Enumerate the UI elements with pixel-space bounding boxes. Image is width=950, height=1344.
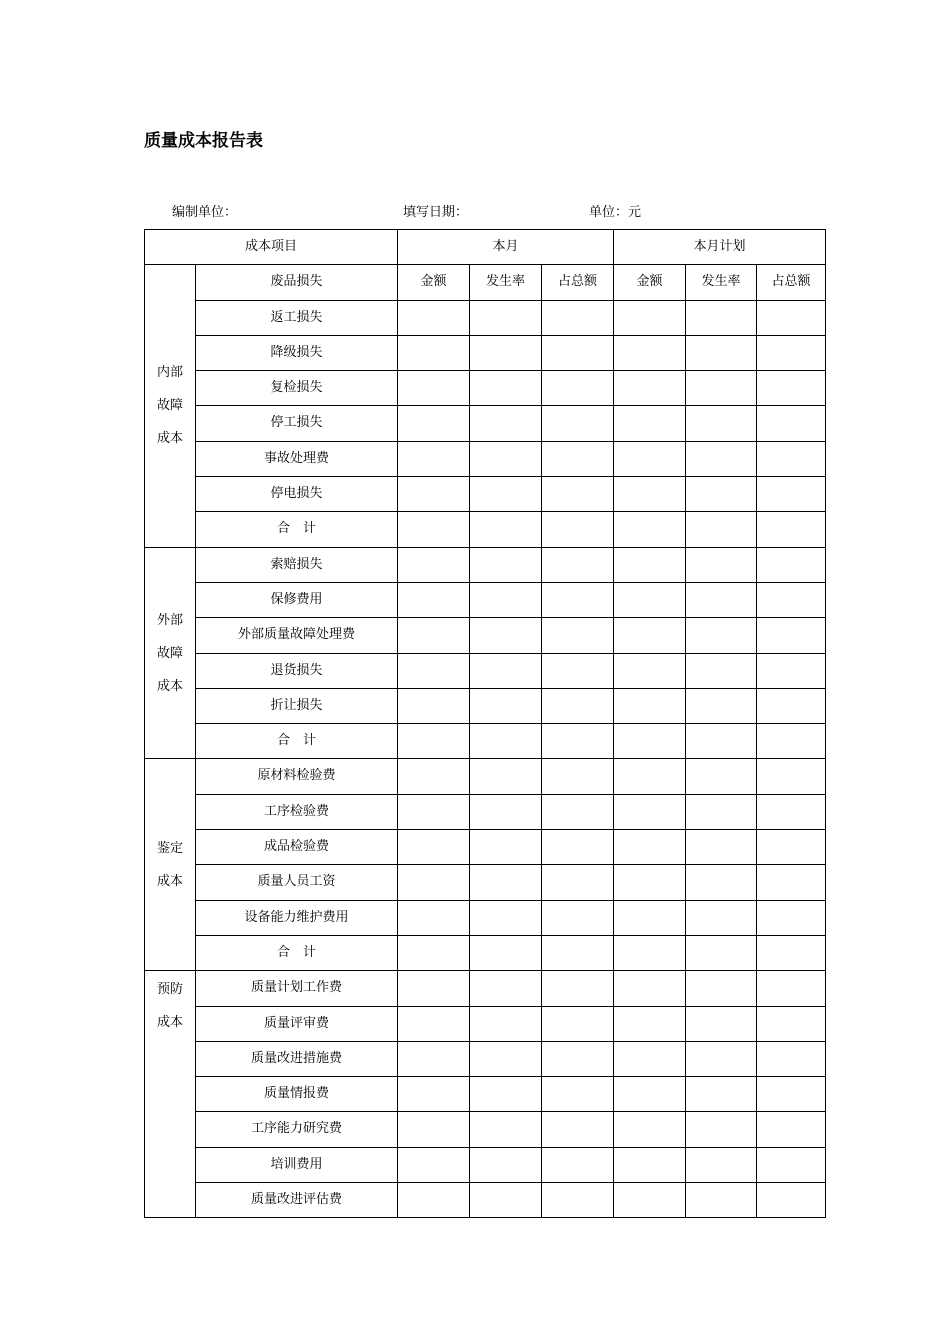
category-label: 鉴定 [156, 840, 183, 856]
value-cell-share[interactable] [542, 688, 614, 723]
quality-cost-table [144, 229, 826, 1218]
value-cell-rate[interactable] [470, 300, 542, 335]
value-cell-plan-rate[interactable] [686, 865, 757, 900]
value-cell-amount[interactable] [398, 1077, 470, 1112]
value-cell-plan-amount[interactable] [614, 865, 686, 900]
table-row [145, 441, 826, 476]
value-cell-amount[interactable] [398, 512, 470, 547]
value-cell-plan-share[interactable] [757, 653, 826, 688]
value-cell-plan-rate[interactable] [686, 1006, 757, 1041]
value-cell-plan-amount[interactable] [614, 441, 686, 476]
value-cell-share[interactable] [542, 971, 614, 1006]
value-cell-share[interactable] [542, 618, 614, 653]
value-cell-plan-amount[interactable] [614, 512, 686, 547]
subheader-plan-amount: 金额 [614, 265, 686, 300]
category-label: 内部 [156, 365, 183, 381]
value-cell-amount[interactable] [398, 406, 470, 441]
table-row [145, 900, 826, 935]
category-label: 外部 [156, 612, 183, 628]
cost-item-cell: 保修费用 [196, 582, 398, 617]
value-cell-amount[interactable] [398, 830, 470, 865]
value-cell-rate[interactable] [470, 1041, 542, 1076]
value-cell-plan-share[interactable] [757, 971, 826, 1006]
prepared-by-label: 编制单位： [172, 205, 238, 220]
value-cell-share[interactable] [542, 547, 614, 582]
value-cell-plan-share[interactable] [757, 335, 826, 370]
header-this-month: 本月 [398, 230, 614, 265]
value-cell-plan-amount[interactable] [614, 653, 686, 688]
value-cell-plan-amount[interactable] [614, 935, 686, 970]
value-cell-rate[interactable] [470, 1006, 542, 1041]
table-row [145, 1006, 826, 1041]
value-cell-rate[interactable] [470, 371, 542, 406]
table-row [145, 300, 826, 335]
category-cell [145, 759, 196, 971]
currency-unit-label: 单位：元 [589, 205, 642, 220]
value-cell-amount[interactable] [398, 865, 470, 900]
value-cell-plan-share[interactable] [757, 688, 826, 723]
value-cell-plan-share[interactable] [757, 371, 826, 406]
cost-item-cell: 合 计 [196, 512, 398, 547]
value-cell-amount[interactable] [398, 335, 470, 370]
cost-item-cell: 质量改进措施费 [196, 1041, 398, 1076]
value-cell-plan-share[interactable] [757, 406, 826, 441]
value-cell-rate[interactable] [470, 1183, 542, 1218]
value-cell-share[interactable] [542, 830, 614, 865]
value-cell-amount[interactable] [398, 935, 470, 970]
value-cell-plan-rate[interactable] [686, 406, 757, 441]
table-row [145, 406, 826, 441]
value-cell-amount[interactable] [398, 1147, 470, 1182]
value-cell-share[interactable] [542, 371, 614, 406]
value-cell-plan-share[interactable] [757, 830, 826, 865]
value-cell-plan-share[interactable] [757, 724, 826, 759]
value-cell-rate[interactable] [470, 547, 542, 582]
value-cell-amount[interactable] [398, 653, 470, 688]
value-cell-plan-rate[interactable] [686, 830, 757, 865]
value-cell-share[interactable] [542, 477, 614, 512]
value-cell-amount[interactable] [398, 547, 470, 582]
value-cell-rate[interactable] [470, 618, 542, 653]
value-cell-plan-share[interactable] [757, 582, 826, 617]
category-cell [145, 547, 196, 759]
table-row [145, 688, 826, 723]
table-row [145, 724, 826, 759]
value-cell-plan-share[interactable] [757, 547, 826, 582]
cost-item-cell: 质量改进评估费 [196, 1183, 398, 1218]
value-cell-rate[interactable] [470, 724, 542, 759]
table-row [145, 1112, 826, 1147]
table-row [145, 1147, 826, 1182]
value-cell-share[interactable] [542, 582, 614, 617]
value-cell-plan-share[interactable] [757, 900, 826, 935]
table-row [145, 653, 826, 688]
subheader-plan-share: 占总额 [757, 265, 826, 300]
value-cell-plan-rate[interactable] [686, 688, 757, 723]
header-row [145, 230, 826, 265]
table-row [145, 1041, 826, 1076]
subheader-amount: 金额 [398, 265, 470, 300]
value-cell-share[interactable] [542, 724, 614, 759]
category-label: 故障 [156, 398, 183, 414]
value-cell-plan-rate[interactable] [686, 971, 757, 1006]
category-label: 预防 [156, 982, 183, 998]
category-label: 成本 [156, 873, 183, 889]
value-cell-plan-amount[interactable] [614, 724, 686, 759]
value-cell-rate[interactable] [470, 1112, 542, 1147]
cost-item-cell: 质量人员工资 [196, 865, 398, 900]
value-cell-rate[interactable] [470, 512, 542, 547]
cost-item-cell: 索赔损失 [196, 547, 398, 582]
value-cell-plan-rate[interactable] [686, 1183, 757, 1218]
cost-item-cell: 成品检验费 [196, 830, 398, 865]
value-cell-amount[interactable] [398, 618, 470, 653]
value-cell-rate[interactable] [470, 1147, 542, 1182]
value-cell-plan-amount[interactable] [614, 1183, 686, 1218]
value-cell-share[interactable] [542, 653, 614, 688]
value-cell-plan-rate[interactable] [686, 441, 757, 476]
value-cell-plan-amount[interactable] [614, 971, 686, 1006]
value-cell-plan-amount[interactable] [614, 582, 686, 617]
value-cell-plan-amount[interactable] [614, 1112, 686, 1147]
value-cell-plan-amount[interactable] [614, 300, 686, 335]
value-cell-share[interactable] [542, 512, 614, 547]
value-cell-plan-rate[interactable] [686, 1077, 757, 1112]
value-cell-plan-rate[interactable] [686, 582, 757, 617]
value-cell-plan-rate[interactable] [686, 618, 757, 653]
table-row [145, 971, 826, 1006]
table-row [145, 618, 826, 653]
value-cell-share[interactable] [542, 441, 614, 476]
value-cell-share[interactable] [542, 1112, 614, 1147]
value-cell-plan-amount[interactable] [614, 900, 686, 935]
value-cell-plan-share[interactable] [757, 865, 826, 900]
value-cell-rate[interactable] [470, 830, 542, 865]
value-cell-plan-share[interactable] [757, 1183, 826, 1218]
table-row [145, 477, 826, 512]
value-cell-plan-rate[interactable] [686, 1112, 757, 1147]
value-cell-share[interactable] [542, 300, 614, 335]
cost-item-cell: 降级损失 [196, 335, 398, 370]
table-row [145, 265, 826, 300]
value-cell-plan-share[interactable] [757, 794, 826, 829]
cost-item-cell: 培训费用 [196, 1147, 398, 1182]
value-cell-amount[interactable] [398, 441, 470, 476]
value-cell-plan-rate[interactable] [686, 371, 757, 406]
table-row [145, 512, 826, 547]
table-row [145, 335, 826, 370]
value-cell-rate[interactable] [470, 441, 542, 476]
subheader-plan-rate: 发生率 [686, 265, 757, 300]
cost-item-cell: 工序能力研究费 [196, 1112, 398, 1147]
value-cell-amount[interactable] [398, 1006, 470, 1041]
value-cell-plan-share[interactable] [757, 1041, 826, 1076]
subheader-share: 占总额 [542, 265, 614, 300]
value-cell-rate[interactable] [470, 759, 542, 794]
category-label: 成本 [156, 678, 183, 694]
header-month-plan: 本月计划 [614, 230, 826, 265]
value-cell-share[interactable] [542, 1183, 614, 1218]
value-cell-share[interactable] [542, 794, 614, 829]
cost-item-cell: 返工损失 [196, 300, 398, 335]
cost-item-cell: 退货损失 [196, 653, 398, 688]
value-cell-share[interactable] [542, 935, 614, 970]
value-cell-rate[interactable] [470, 900, 542, 935]
value-cell-amount[interactable] [398, 688, 470, 723]
value-cell-rate[interactable] [470, 794, 542, 829]
value-cell-plan-amount[interactable] [614, 547, 686, 582]
cost-item-cell: 折让损失 [196, 688, 398, 723]
value-cell-rate[interactable] [470, 971, 542, 1006]
value-cell-plan-share[interactable] [757, 1006, 826, 1041]
value-cell-plan-rate[interactable] [686, 1041, 757, 1076]
value-cell-plan-amount[interactable] [614, 688, 686, 723]
value-cell-amount[interactable] [398, 759, 470, 794]
value-cell-amount[interactable] [398, 582, 470, 617]
subheader-rate: 发生率 [470, 265, 542, 300]
table-row [145, 935, 826, 970]
cost-item-cell: 停电损失 [196, 477, 398, 512]
value-cell-amount[interactable] [398, 477, 470, 512]
value-cell-plan-amount[interactable] [614, 830, 686, 865]
value-cell-share[interactable] [542, 1041, 614, 1076]
value-cell-amount[interactable] [398, 900, 470, 935]
value-cell-plan-amount[interactable] [614, 1147, 686, 1182]
value-cell-plan-share[interactable] [757, 1147, 826, 1182]
value-cell-share[interactable] [542, 900, 614, 935]
category-label: 成本 [156, 431, 183, 447]
value-cell-plan-amount[interactable] [614, 477, 686, 512]
value-cell-plan-share[interactable] [757, 512, 826, 547]
value-cell-plan-amount[interactable] [614, 1077, 686, 1112]
value-cell-amount[interactable] [398, 794, 470, 829]
fill-date-label: 填写日期： [403, 205, 469, 220]
value-cell-plan-rate[interactable] [686, 653, 757, 688]
value-cell-rate[interactable] [470, 653, 542, 688]
cost-item-cell: 事故处理费 [196, 441, 398, 476]
value-cell-amount[interactable] [398, 371, 470, 406]
value-cell-plan-rate[interactable] [686, 300, 757, 335]
value-cell-plan-share[interactable] [757, 477, 826, 512]
cost-item-cell: 废品损失 [196, 265, 398, 300]
value-cell-amount[interactable] [398, 1041, 470, 1076]
category-cell [145, 971, 196, 1218]
value-cell-plan-share[interactable] [757, 300, 826, 335]
value-cell-plan-rate[interactable] [686, 935, 757, 970]
category-label: 成本 [156, 1015, 183, 1031]
value-cell-amount[interactable] [398, 971, 470, 1006]
value-cell-share[interactable] [542, 406, 614, 441]
value-cell-rate[interactable] [470, 335, 542, 370]
value-cell-plan-rate[interactable] [686, 335, 757, 370]
table-row [145, 371, 826, 406]
cost-item-cell: 外部质量故障处理费 [196, 618, 398, 653]
value-cell-plan-amount[interactable] [614, 335, 686, 370]
table-row [145, 794, 826, 829]
value-cell-amount[interactable] [398, 1112, 470, 1147]
table-row [145, 759, 826, 794]
value-cell-amount[interactable] [398, 1183, 470, 1218]
table-row [145, 582, 826, 617]
table-row [145, 1183, 826, 1218]
value-cell-plan-amount[interactable] [614, 794, 686, 829]
value-cell-share[interactable] [542, 1006, 614, 1041]
value-cell-share[interactable] [542, 335, 614, 370]
value-cell-plan-share[interactable] [757, 441, 826, 476]
cost-item-cell: 合 计 [196, 724, 398, 759]
value-cell-plan-amount[interactable] [614, 759, 686, 794]
table-row [145, 830, 826, 865]
value-cell-rate[interactable] [470, 865, 542, 900]
value-cell-share[interactable] [542, 1147, 614, 1182]
cost-item-cell: 质量评审费 [196, 1006, 398, 1041]
value-cell-share[interactable] [542, 865, 614, 900]
value-cell-plan-amount[interactable] [614, 1006, 686, 1041]
value-cell-plan-amount[interactable] [614, 371, 686, 406]
category-cell [145, 265, 196, 547]
value-cell-plan-amount[interactable] [614, 1041, 686, 1076]
value-cell-amount[interactable] [398, 724, 470, 759]
value-cell-plan-rate[interactable] [686, 794, 757, 829]
cost-item-cell: 质量情报费 [196, 1077, 398, 1112]
value-cell-plan-share[interactable] [757, 935, 826, 970]
value-cell-rate[interactable] [470, 1077, 542, 1112]
cost-item-cell: 质量计划工作费 [196, 971, 398, 1006]
value-cell-plan-share[interactable] [757, 1112, 826, 1147]
table-row [145, 547, 826, 582]
cost-item-cell: 合 计 [196, 935, 398, 970]
value-cell-plan-rate[interactable] [686, 512, 757, 547]
cost-item-cell: 工序检验费 [196, 794, 398, 829]
value-cell-plan-rate[interactable] [686, 900, 757, 935]
cost-item-cell: 设备能力维护费用 [196, 900, 398, 935]
cost-item-cell: 原材料检验费 [196, 759, 398, 794]
value-cell-rate[interactable] [470, 582, 542, 617]
value-cell-plan-amount[interactable] [614, 618, 686, 653]
value-cell-rate[interactable] [470, 935, 542, 970]
value-cell-rate[interactable] [470, 406, 542, 441]
value-cell-plan-share[interactable] [757, 1077, 826, 1112]
header-cost-item: 成本项目 [145, 230, 398, 265]
value-cell-plan-rate[interactable] [686, 724, 757, 759]
table-row [145, 865, 826, 900]
page-title: 质量成本报告表 [144, 131, 263, 151]
value-cell-amount[interactable] [398, 300, 470, 335]
cost-item-cell: 停工损失 [196, 406, 398, 441]
value-cell-plan-rate[interactable] [686, 759, 757, 794]
cost-item-cell: 复检损失 [196, 371, 398, 406]
value-cell-rate[interactable] [470, 477, 542, 512]
category-label: 故障 [156, 645, 183, 661]
table-row [145, 1077, 826, 1112]
value-cell-plan-share[interactable] [757, 759, 826, 794]
value-cell-share[interactable] [542, 759, 614, 794]
value-cell-plan-rate[interactable] [686, 1147, 757, 1182]
value-cell-share[interactable] [542, 1077, 614, 1112]
value-cell-plan-rate[interactable] [686, 477, 757, 512]
value-cell-rate[interactable] [470, 688, 542, 723]
value-cell-plan-rate[interactable] [686, 547, 757, 582]
value-cell-plan-share[interactable] [757, 618, 826, 653]
value-cell-plan-amount[interactable] [614, 406, 686, 441]
